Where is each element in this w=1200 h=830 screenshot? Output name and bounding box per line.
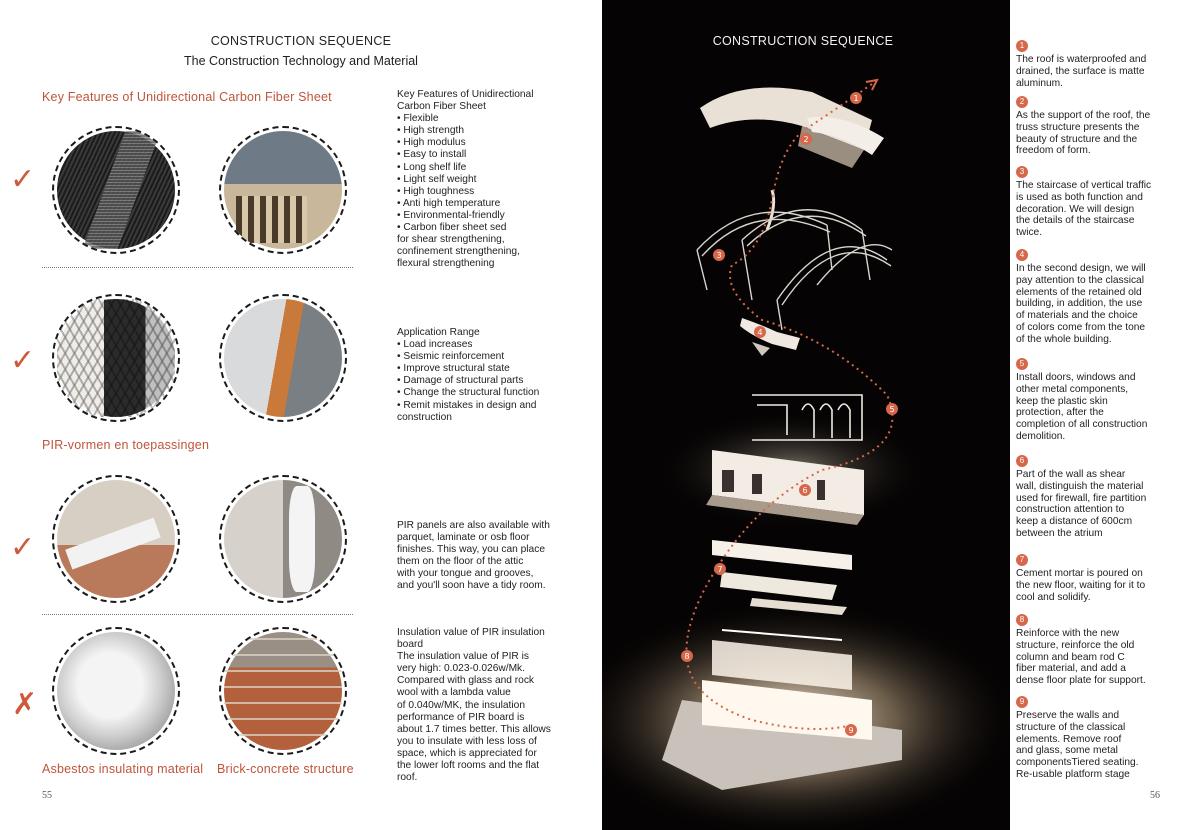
text-line: Application Range <box>397 327 480 338</box>
text-line: • High strength <box>397 125 464 137</box>
text-line: twice. <box>1016 227 1043 239</box>
check-mark-icon: ✓ <box>10 530 36 565</box>
text-line: keep the plastic skin <box>1016 395 1108 407</box>
text-line: beauty of structure and the <box>1016 133 1138 145</box>
step-number-badge: 2 <box>1016 96 1028 108</box>
text-line: you to insulate with less loss of <box>397 735 537 747</box>
text-line: Preserve the walls and <box>1016 710 1120 721</box>
text-line: building, in addition, the use <box>1016 298 1143 310</box>
check-mark-icon: ✓ <box>10 343 36 378</box>
step-5 <box>1016 358 1166 440</box>
svg-text:9: 9 <box>848 726 854 735</box>
application-range-text <box>397 327 567 424</box>
diagram-marker <box>799 484 811 496</box>
text-line: of colors come from the tone <box>1016 321 1146 333</box>
text-line: keep a distance of 600cm <box>1016 516 1133 528</box>
diagram-marker <box>800 133 812 145</box>
text-line: The insulation value of PIR is <box>397 651 529 663</box>
diagram-marker <box>714 563 726 575</box>
text-line: fiber material, and add a <box>1016 663 1126 675</box>
svg-text:2: 2 <box>803 135 809 144</box>
text-line: structure of the classical <box>1016 721 1126 733</box>
text-line: • Seismic reinforcement <box>397 351 505 363</box>
step-9 <box>1016 696 1166 781</box>
diagram-marker <box>886 403 898 415</box>
text-line: the new floor, waiting for it to <box>1016 579 1146 591</box>
svg-text:3: 3 <box>716 251 722 260</box>
svg-text:5: 5 <box>889 405 895 414</box>
text-line: about 1.7 times better. This allows <box>397 723 551 735</box>
text-line: for shear strengthening, <box>397 234 505 246</box>
step-number-badge: 6 <box>1016 455 1028 467</box>
carbon-features-text <box>397 89 567 270</box>
diagram-marker <box>681 650 693 662</box>
carbon-section-title: Key Features of Unidirectional Carbon Fiber Sheet <box>42 90 332 104</box>
text-line: • Anti high temperature <box>397 197 501 209</box>
step-number-badge: 3 <box>1016 166 1028 178</box>
insulation-value-text <box>397 627 567 784</box>
text-line: them on the floor of the attic <box>397 556 524 568</box>
right-page <box>602 0 1200 830</box>
text-line: completion of all construction <box>1016 419 1148 431</box>
text-line: other metal components, <box>1016 383 1129 395</box>
text-line: parquet, laminate or osb floor <box>397 532 530 544</box>
text-line: the details of the staircase <box>1016 215 1135 227</box>
text-line: In the second design, we will <box>1016 263 1146 274</box>
text-line: protection, after the <box>1016 407 1104 419</box>
text-line: construction attention to <box>1016 504 1125 516</box>
asbestos-photo <box>52 627 180 755</box>
text-line: PIR panels are also available with <box>397 520 550 531</box>
step-8 <box>1016 614 1166 687</box>
text-line: Compared with glass and rock <box>397 675 535 687</box>
text-line: Install doors, windows and <box>1016 372 1136 383</box>
text-line: roof. <box>397 772 418 784</box>
page-number-right: 56 <box>1150 790 1160 801</box>
step-3 <box>1016 166 1166 239</box>
text-line: elements of the retained old <box>1016 286 1142 298</box>
svg-text:7: 7 <box>717 565 723 574</box>
text-line: wool with a lambda value <box>397 687 511 699</box>
section-divider <box>42 267 353 268</box>
diagram-marker <box>713 249 725 261</box>
text-line: used for firewall, fire partition <box>1016 492 1147 504</box>
text-line: decoration. We will design <box>1016 203 1135 215</box>
step-number-badge: 7 <box>1016 554 1028 566</box>
text-line: Part of the wall as shear <box>1016 469 1126 480</box>
step-number-badge: 5 <box>1016 358 1028 370</box>
step-number-badge: 1 <box>1016 40 1028 52</box>
text-line: Carbon Fiber Sheet <box>397 101 486 113</box>
text-line: Cement mortar is poured on <box>1016 568 1143 579</box>
step-number-badge: 4 <box>1016 249 1028 261</box>
truss-layer <box>697 210 892 330</box>
text-line: • Carbon fiber sheet sed <box>397 222 507 234</box>
text-line: space, which is appreciated for <box>397 747 537 759</box>
text-line: demolition. <box>1016 430 1066 440</box>
text-line: column and beam rod C <box>1016 651 1125 663</box>
asbestos-caption: Asbestos insulating material <box>42 762 204 776</box>
text-line: • High toughness <box>397 185 475 197</box>
text-line: truss structure presents the <box>1016 121 1140 133</box>
text-line: structure, reinforce the old <box>1016 639 1135 651</box>
text-line: construction <box>397 411 452 423</box>
text-line: aluminum. <box>1016 77 1063 89</box>
svg-text:8: 8 <box>684 652 690 661</box>
exploded-axonometric-diagram <box>602 0 1010 830</box>
text-line: • Remit mistakes in design and <box>397 399 537 411</box>
section-divider <box>42 614 353 615</box>
text-line: of the whole building. <box>1016 333 1112 345</box>
text-line: elements. Remove roof <box>1016 733 1122 745</box>
svg-text:1: 1 <box>853 94 859 103</box>
diagram-marker <box>850 92 862 104</box>
step-4 <box>1016 249 1166 346</box>
text-line: Reinforce with the new <box>1016 628 1120 639</box>
text-line: • Flexible <box>397 113 439 125</box>
text-line: is used as both function and <box>1016 191 1143 203</box>
text-line: drained, the surface is matte <box>1016 65 1145 77</box>
text-line: • Damage of structural parts <box>397 375 524 387</box>
brick-concrete-photo <box>219 627 347 755</box>
roof-layer <box>700 88 884 230</box>
text-line: • Light self weight <box>397 173 477 185</box>
carbon-fiber-weave-photo <box>52 126 180 254</box>
text-line: • Long shelf life <box>397 161 467 173</box>
text-line: freedom of form. <box>1016 145 1091 157</box>
pir-panels-text <box>397 520 567 593</box>
text-line: with your tongue and grooves, <box>397 568 534 580</box>
text-line: As the support of the roof, the <box>1016 110 1151 121</box>
text-line: pay attention to the classical <box>1016 274 1144 286</box>
text-line: Insulation value of PIR insulation <box>397 627 545 638</box>
text-line: componentsTiered seating. <box>1016 757 1139 769</box>
text-line: confinement strengthening, <box>397 246 520 258</box>
step-number-badge: 9 <box>1016 696 1028 708</box>
text-line: of 0.040w/MK, the insulation <box>397 699 525 711</box>
pir-installation-photo <box>219 475 347 603</box>
step-1 <box>1016 40 1166 89</box>
right-page-header: CONSTRUCTION SEQUENCE <box>712 34 894 48</box>
step-number-badge: 8 <box>1016 614 1028 626</box>
text-line: Re-usable platform stage <box>1016 768 1130 780</box>
text-line: very high: 0.023-0.026w/Mk. <box>397 663 525 675</box>
text-line: and glass, some metal <box>1016 745 1118 757</box>
text-line: the lower loft rooms and the flat <box>397 760 540 772</box>
text-line: and you'll soon have a tidy room. <box>397 580 546 592</box>
text-line: • Improve structural state <box>397 363 510 375</box>
step-7 <box>1016 554 1166 603</box>
svg-text:6: 6 <box>802 486 808 495</box>
carbon-fiber-installation-photo <box>219 126 347 254</box>
text-line: The roof is waterproofed and <box>1016 54 1147 65</box>
step-2 <box>1016 96 1166 157</box>
text-line: dense floor plate for support. <box>1016 675 1146 687</box>
text-line: The staircase of vertical traffic <box>1016 180 1152 191</box>
left-page-subheader: The Construction Technology and Material <box>184 54 418 68</box>
text-line: • High modulus <box>397 137 466 149</box>
text-line: performance of PIR board is <box>397 711 525 723</box>
text-line: wall, distinguish the material <box>1016 480 1144 492</box>
pir-board-photo <box>52 475 180 603</box>
text-line: board <box>397 639 424 651</box>
text-line: flexural strengthening <box>397 258 495 270</box>
brick-concrete-caption: Brick-concrete structure <box>217 762 354 776</box>
text-line: • Change the structural function <box>397 387 540 399</box>
page-number-left: 55 <box>42 790 52 801</box>
diagram-marker <box>754 326 766 338</box>
pir-section-title: PIR-vormen en toepassingen <box>42 438 210 452</box>
staircase-layer <box>740 318 800 356</box>
diagram-marker <box>845 724 857 736</box>
text-line: cool and solidify. <box>1016 591 1091 603</box>
carbon-sheet-edge-photo <box>219 294 347 422</box>
left-page-header: CONSTRUCTION SEQUENCE <box>210 34 392 48</box>
text-line: between the atrium <box>1016 527 1103 539</box>
text-line: Key Features of Unidirectional <box>397 89 534 100</box>
cross-mark-icon: ✗ <box>12 687 38 722</box>
svg-text:4: 4 <box>757 328 763 337</box>
check-mark-icon: ✓ <box>10 162 36 197</box>
text-line: finishes. This way, you can place <box>397 544 545 556</box>
text-line: of materials and the choice <box>1016 310 1138 322</box>
carbon-mesh-photo <box>52 294 180 422</box>
exploded-building-illustration <box>602 0 1010 830</box>
step-6 <box>1016 455 1166 540</box>
text-line: • Easy to install <box>397 149 467 161</box>
text-line: • Environmental-friendly <box>397 209 505 221</box>
text-line: • Load increases <box>397 339 473 351</box>
